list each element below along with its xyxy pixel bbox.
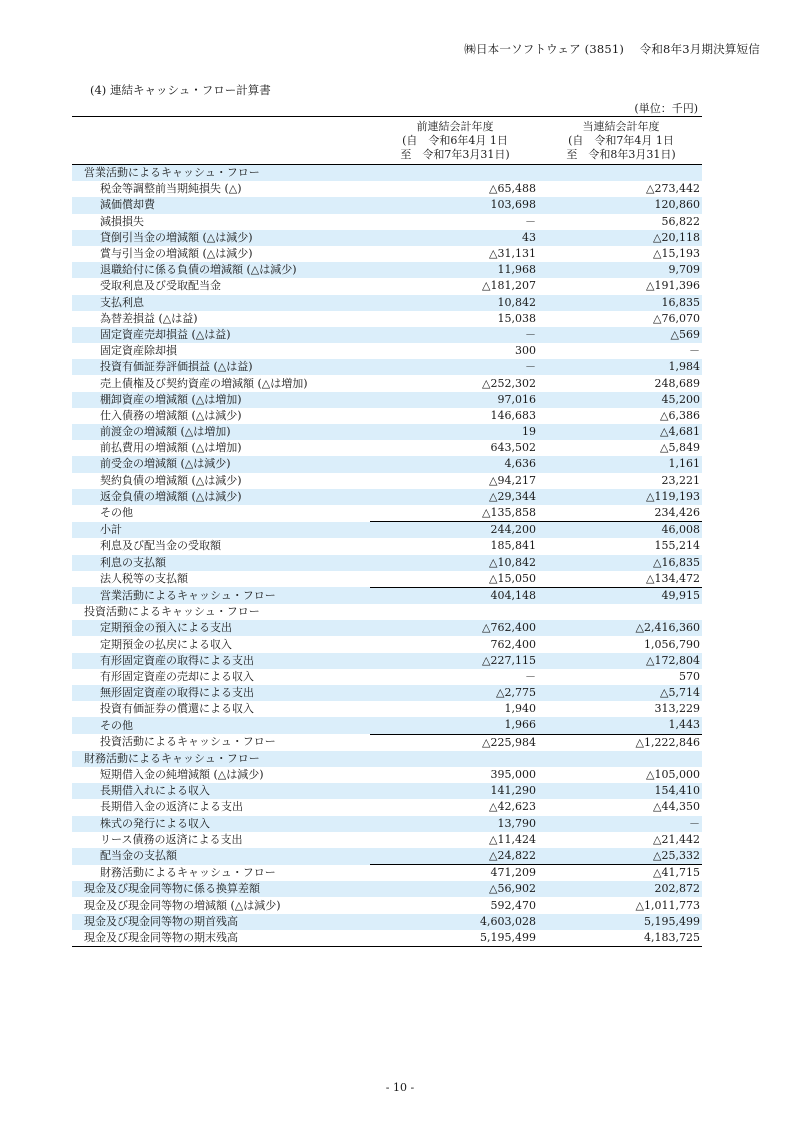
row-label: 現金及び現金同等物に係る換算差額 (72, 881, 370, 897)
prev-period-value: △10,842 (370, 555, 540, 571)
prev-period-to: 至 令和7年3月31日) (400, 148, 510, 161)
row-label: 投資有価証券の償還による収入 (100, 702, 254, 716)
row-label: 現金及び現金同等物の期首残高 (72, 914, 370, 930)
prev-period-value: － (370, 359, 540, 375)
curr-period-value: △273,442 (646, 182, 700, 196)
table-row (72, 246, 702, 262)
row-label: 減損損失 (100, 214, 144, 228)
curr-period-value: △134,472 (646, 571, 700, 585)
row-label: 長期借入れによる収入 (72, 783, 370, 799)
curr-period-value: △25,332 (540, 848, 702, 865)
curr-period-value: △4,681 (540, 424, 702, 440)
curr-period-value: △21,442 (653, 832, 700, 846)
table-row (72, 685, 702, 701)
table-row (72, 701, 702, 717)
row-label: その他 (100, 506, 133, 520)
prev-period-value: △11,424 (489, 832, 536, 846)
table-row (72, 473, 702, 489)
curr-period-value: 9,709 (540, 262, 702, 278)
curr-period-value (540, 751, 702, 767)
prev-period-value: 4,636 (370, 456, 540, 472)
header-prev-period (370, 117, 540, 165)
prev-period-title: 前連結会計年度 (416, 120, 494, 133)
curr-period-value: △172,804 (540, 653, 702, 669)
prev-period-value: 300 (515, 344, 536, 358)
prev-period-value: － (525, 214, 536, 228)
row-label: その他 (72, 717, 370, 734)
row-label: 投資活動によるキャッシュ・フロー (100, 735, 276, 749)
table-row (72, 278, 702, 294)
curr-period-value: 234,426 (654, 506, 700, 520)
prev-period-value: △225,984 (370, 734, 540, 751)
curr-period-value: 49,915 (540, 587, 702, 604)
prev-period-value: 15,038 (497, 311, 536, 325)
table-row (72, 636, 702, 652)
row-label: 減価償却費 (72, 197, 370, 213)
row-label: 契約負債の増減額 (△は減少) (100, 473, 242, 487)
curr-period-value: △191,396 (646, 279, 700, 293)
prev-period-value: 10,842 (370, 295, 540, 311)
table-row (72, 456, 702, 472)
cash-flow-statement (72, 116, 702, 947)
table-row (72, 214, 702, 230)
table-row (72, 181, 702, 197)
curr-period-value: △44,350 (653, 800, 700, 814)
curr-period-title: 当連結会計年度 (582, 120, 660, 133)
curr-period-value: 1,056,790 (644, 637, 700, 651)
table-row (72, 751, 702, 767)
curr-period-value: △16,835 (540, 555, 702, 571)
row-label: 投資有価証券評価損益 (△は益) (72, 359, 370, 375)
prev-period-value: 103,698 (370, 197, 540, 213)
curr-period-value: △105,000 (646, 768, 700, 782)
curr-period-value: 46,008 (540, 522, 702, 539)
row-label: 税金等調整前当期純損失 (△) (100, 182, 242, 196)
table-row (72, 897, 702, 913)
row-label: 賞与引当金の増減額 (△は減少) (100, 247, 253, 261)
row-label: 投資活動によるキャッシュ・フロー (84, 605, 260, 619)
row-label: 法人税等の支払額 (100, 572, 188, 586)
table-row (72, 262, 702, 278)
curr-period-value: △2,416,360 (540, 620, 702, 636)
prev-period-from: (自 令和6年4月 1日 (402, 134, 508, 147)
table-row (72, 930, 702, 947)
table-row (72, 848, 702, 865)
curr-period-value: 1,984 (540, 359, 702, 375)
row-label: 財務活動によるキャッシュ・フロー (72, 751, 370, 767)
curr-period-value: 23,221 (661, 473, 700, 487)
curr-period-value: 56,822 (661, 214, 700, 228)
table-row (72, 375, 702, 391)
page-header: ㈱日本一ソフトウェア (3851) 令和8年3月期決算短信 (464, 42, 760, 56)
table-row (72, 816, 702, 832)
curr-period-value: 120,860 (540, 197, 702, 213)
unit-label: (単位：千円) (634, 102, 698, 115)
curr-period-value: △1,222,846 (540, 734, 702, 751)
table-row (72, 783, 702, 799)
curr-period-value: － (689, 344, 700, 358)
curr-period-value: △119,193 (540, 489, 702, 505)
table-row (72, 799, 702, 815)
row-label: 為替差損益 (△は益) (100, 311, 198, 325)
header-curr-period (540, 117, 702, 165)
prev-period-value: 97,016 (370, 392, 540, 408)
curr-period-value: △569 (540, 327, 702, 343)
prev-period-value: 244,200 (370, 522, 540, 539)
prev-period-value: 1,940 (504, 702, 536, 716)
row-label: 有形固定資産の取得による支出 (72, 653, 370, 669)
prev-period-value: △15,050 (489, 571, 536, 585)
curr-period-value: △76,070 (653, 311, 700, 325)
table-row (72, 538, 702, 554)
row-label: 売上債権及び契約資産の増減額 (△は増加) (100, 376, 308, 390)
row-label: 株式の発行による収入 (72, 816, 370, 832)
header-label-cell (72, 117, 370, 165)
row-label: 定期預金の払戻による収入 (100, 637, 232, 651)
table-row (72, 343, 702, 359)
table-row (72, 620, 702, 636)
prev-period-value: 395,000 (490, 768, 536, 782)
curr-period-to: 至 令和8年3月31日) (566, 148, 676, 161)
table-row (72, 230, 702, 246)
table-row (72, 881, 702, 897)
table-row (72, 311, 702, 327)
prev-period-value: △252,302 (482, 376, 536, 390)
row-label: リース債務の返済による支出 (100, 832, 243, 846)
prev-period-value: △65,488 (489, 182, 536, 196)
prev-period-value: 13,790 (370, 816, 540, 832)
prev-period-value: 141,290 (370, 783, 540, 799)
prev-period-value: 592,470 (490, 898, 536, 912)
prev-period-value (370, 751, 540, 767)
curr-period-value: 248,689 (654, 376, 700, 390)
row-label: 長期借入金の返済による支出 (100, 800, 243, 814)
row-label: 営業活動によるキャッシュ・フロー (72, 165, 370, 182)
table-row (72, 767, 702, 783)
table-header-row (72, 117, 702, 165)
prev-period-value: 4,603,028 (370, 914, 540, 930)
table-row (72, 914, 702, 930)
row-label: 固定資産除却損 (100, 344, 177, 358)
curr-period-value: 1,161 (540, 456, 702, 472)
table-row (72, 734, 702, 751)
table-body (72, 165, 702, 947)
prev-period-value: 185,841 (490, 539, 536, 553)
table-row (72, 295, 702, 311)
curr-period-value: 4,183,725 (540, 930, 702, 947)
table-row (72, 489, 702, 505)
row-label: 配当金の支払額 (72, 848, 370, 865)
row-label: 退職給付に係る負債の増減額 (△は減少) (72, 262, 370, 278)
curr-period-value: 570 (679, 669, 700, 683)
row-label: 貸倒引当金の増減額 (△は減少) (72, 230, 370, 246)
prev-period-value: △762,400 (370, 620, 540, 636)
prev-period-value: △227,115 (370, 653, 540, 669)
prev-period-value: △56,902 (370, 881, 540, 897)
table-row (72, 522, 702, 539)
prev-period-value: － (525, 669, 536, 683)
table-row (72, 197, 702, 213)
row-label: 財務活動によるキャッシュ・フロー (100, 865, 276, 879)
prev-period-value: △24,822 (370, 848, 540, 865)
curr-period-value: 313,229 (654, 702, 700, 716)
prev-period-value: 643,502 (490, 441, 536, 455)
row-label: 有形固定資産の売却による収入 (100, 669, 254, 683)
curr-period-value (540, 604, 702, 620)
curr-period-value: 1,443 (540, 717, 702, 734)
prev-period-value: △94,217 (489, 473, 536, 487)
prev-period-value: △135,858 (482, 506, 536, 520)
prev-period-value: 19 (370, 424, 540, 440)
curr-period-value: － (540, 816, 702, 832)
curr-period-value: △6,386 (660, 408, 700, 422)
table-row (72, 669, 702, 685)
page-number: - 10 - (385, 1081, 415, 1094)
prev-period-value: 11,968 (370, 262, 540, 278)
curr-period-value: 154,410 (540, 783, 702, 799)
row-label: 営業活動によるキャッシュ・フロー (72, 587, 370, 604)
prev-period-value: △2,775 (370, 685, 540, 701)
curr-period-value: △41,715 (540, 865, 702, 882)
table-row (72, 359, 702, 375)
row-label: 仕入債務の増減額 (△は減少) (100, 408, 242, 422)
section-title: (4) 連結キャッシュ・フロー計算書 (90, 83, 271, 97)
row-label: 現金及び現金同等物の期末残高 (72, 930, 370, 947)
row-label: 棚卸資産の増減額 (△は増加) (72, 392, 370, 408)
table-row (72, 505, 702, 522)
table-row (72, 555, 702, 571)
curr-period-value: 16,835 (540, 295, 702, 311)
curr-period-value: △15,193 (653, 247, 700, 261)
row-label: 無形固定資産の取得による支出 (72, 685, 370, 701)
row-label: 利息の支払額 (72, 555, 370, 571)
prev-period-value: 43 (370, 230, 540, 246)
prev-period-value: 146,683 (490, 408, 536, 422)
row-label: 定期預金の預入による支出 (72, 620, 370, 636)
curr-period-value: △5,849 (660, 441, 700, 455)
prev-period-value: 471,209 (370, 865, 540, 882)
curr-period-value: △20,118 (540, 230, 702, 246)
curr-period-value: 45,200 (540, 392, 702, 408)
prev-period-value: 404,148 (370, 587, 540, 604)
row-label: 現金及び現金同等物の増減額 (△は減少) (84, 898, 281, 912)
table-row (72, 587, 702, 604)
table-row (72, 424, 702, 440)
curr-period-value: △5,714 (540, 685, 702, 701)
row-label: 短期借入金の純増減額 (△は減少) (100, 768, 264, 782)
table-row (72, 604, 702, 620)
table-row (72, 327, 702, 343)
curr-period-value: 5,195,499 (540, 914, 702, 930)
curr-period-value: 202,872 (540, 881, 702, 897)
row-label: 利息及び配当金の受取額 (100, 539, 221, 553)
table-row (72, 392, 702, 408)
table-row (72, 440, 702, 456)
prev-period-value: △42,623 (489, 800, 536, 814)
row-label: 返金負債の増減額 (△は減少) (72, 489, 370, 505)
curr-period-value: △1,011,773 (635, 898, 700, 912)
table-row (72, 408, 702, 424)
prev-period-value: △181,207 (482, 279, 536, 293)
table-row (72, 832, 702, 848)
table-row (72, 165, 702, 182)
prev-period-value: 762,400 (490, 637, 536, 651)
row-label: 支払利息 (72, 295, 370, 311)
cash-flow-table (72, 116, 702, 947)
row-label: 固定資産売却損益 (△は益) (72, 327, 370, 343)
prev-period-value (370, 604, 540, 620)
table-row (72, 717, 702, 734)
prev-period-value: △29,344 (370, 489, 540, 505)
row-label: 受取利息及び受取配当金 (100, 279, 221, 293)
prev-period-value: 1,966 (370, 717, 540, 734)
row-label: 前払費用の増減額 (△は増加) (100, 441, 242, 455)
curr-period-from: (自 令和7年4月 1日 (568, 134, 674, 147)
row-label: 前渡金の増減額 (△は増加) (72, 424, 370, 440)
row-label: 小計 (72, 522, 370, 539)
prev-period-value (370, 165, 540, 182)
row-label: 前受金の増減額 (△は減少) (72, 456, 370, 472)
curr-period-value (540, 165, 702, 182)
curr-period-value: 155,214 (654, 539, 700, 553)
prev-period-value: － (370, 327, 540, 343)
table-row (72, 865, 702, 882)
prev-period-value: 5,195,499 (370, 930, 540, 947)
prev-period-value: △31,131 (489, 247, 536, 261)
table-row (72, 653, 702, 669)
table-row (72, 571, 702, 588)
